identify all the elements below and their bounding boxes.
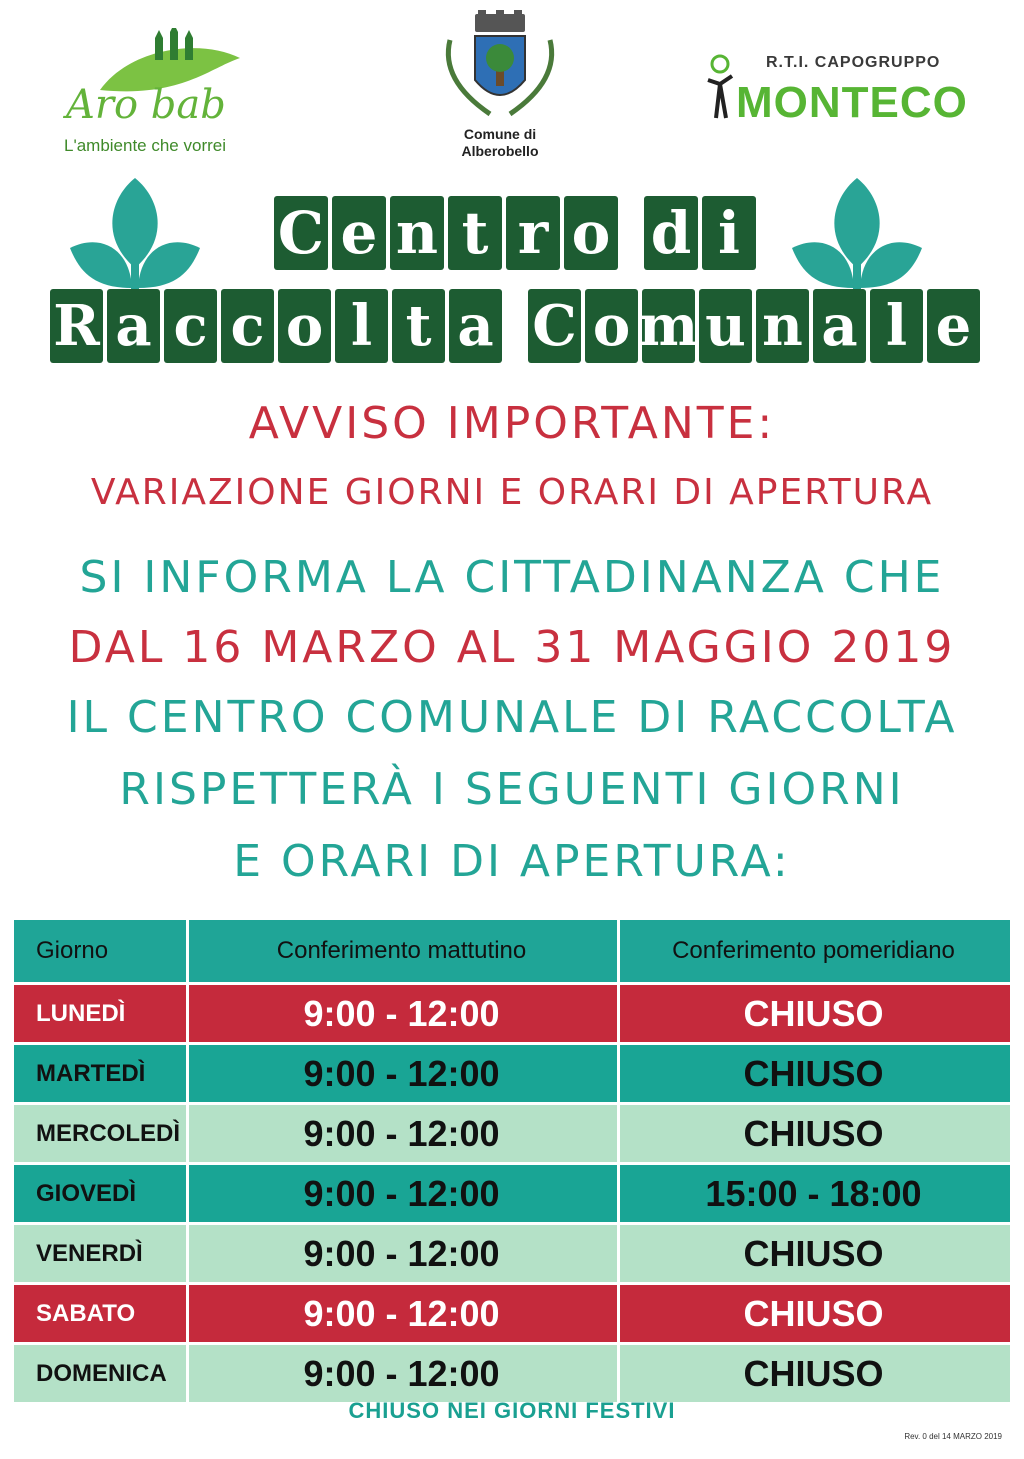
title-line-1	[274, 196, 756, 270]
title-tile: r	[506, 196, 560, 270]
notice-line-2: DAL 16 MARZO AL 31 MAGGIO 2019	[68, 622, 956, 673]
notice-heading: AVVISO IMPORTANTE:	[248, 398, 776, 449]
title-tile: c	[221, 289, 274, 363]
notice-line-4: RISPETTERÀ I SEGUENTI GIORNI	[119, 764, 905, 815]
schedule-table	[14, 920, 1010, 1402]
arobab-logo	[60, 28, 250, 158]
comune-name-line1: Comune di	[463, 126, 537, 142]
monteco-logo-text: MONTECO	[736, 78, 968, 127]
title-tile: n	[756, 289, 809, 363]
afternoon-cell: CHIUSO	[743, 1292, 884, 1334]
morning-cell: 9:00 - 12:00	[303, 992, 500, 1034]
title-tile: c	[164, 289, 217, 363]
arobab-logo-text: Aro bab	[66, 82, 226, 128]
table-header-row	[14, 920, 1010, 982]
title-tile: o	[585, 289, 638, 363]
title-tile: u	[699, 289, 752, 363]
notice-line-5: E ORARI DI APERTURA:	[233, 836, 791, 887]
title-tile: e	[927, 289, 980, 363]
title-tile: C	[274, 196, 328, 270]
morning-cell: 9:00 - 12:00	[303, 1292, 500, 1334]
revision-note: Rev. 0 del 14 MARZO 2019	[904, 1432, 1002, 1441]
notice-subheading: VARIAZIONE GIORNI E ORARI DI APERTURA	[90, 472, 934, 513]
table-row	[14, 1165, 1010, 1222]
day-cell: MARTEDÌ	[36, 1059, 146, 1087]
afternoon-cell: CHIUSO	[743, 1052, 884, 1094]
title-tile: a	[449, 289, 502, 363]
day-cell: VENERDÌ	[36, 1239, 143, 1267]
morning-cell: 9:00 - 12:00	[303, 1352, 500, 1394]
table-row	[14, 985, 1010, 1042]
afternoon-cell: CHIUSO	[743, 992, 884, 1034]
title-tile: l	[335, 289, 388, 363]
table-row	[14, 1285, 1010, 1342]
day-cell: LUNEDÌ	[36, 999, 126, 1027]
arobab-tagline: L'ambiente che vorrei	[64, 136, 226, 155]
afternoon-cell: CHIUSO	[743, 1112, 884, 1154]
afternoon-cell: 15:00 - 18:00	[705, 1172, 922, 1214]
closed-holidays-note: CHIUSO NEI GIORNI FESTIVI	[348, 1398, 676, 1423]
day-cell: GIOVEDÌ	[36, 1179, 137, 1207]
morning-cell: 9:00 - 12:00	[303, 1172, 500, 1214]
comune-name-line2: Alberobello	[461, 143, 539, 159]
comune-crest	[430, 10, 570, 170]
title-tile: e	[332, 196, 386, 270]
title-tile: t	[392, 289, 445, 363]
title-tile: R	[50, 289, 103, 363]
day-cell: DOMENICA	[36, 1359, 167, 1387]
morning-cell: 9:00 - 12:00	[303, 1112, 500, 1154]
coat-of-arms-icon	[430, 10, 570, 120]
table-row	[14, 1225, 1010, 1282]
header-afternoon: Conferimento pomeridiano	[672, 937, 955, 964]
title-tile: a	[813, 289, 866, 363]
notice-line-3: IL CENTRO COMUNALE DI RACCOLTA	[66, 692, 958, 743]
header-morning: Conferimento mattutino	[276, 937, 527, 964]
title-tile: a	[107, 289, 160, 363]
title-tile: d	[644, 196, 698, 270]
title-tile: C	[528, 289, 581, 363]
table-row	[14, 1105, 1010, 1162]
notice-line-1: SI INFORMA LA CITTADINANZA CHE	[79, 552, 945, 603]
title-tile: n	[390, 196, 444, 270]
morning-cell: 9:00 - 12:00	[303, 1052, 500, 1094]
header-day: Giorno	[36, 937, 109, 964]
title-tile: t	[448, 196, 502, 270]
morning-cell: 9:00 - 12:00	[303, 1232, 500, 1274]
title-tile: o	[278, 289, 331, 363]
afternoon-cell: CHIUSO	[743, 1232, 884, 1274]
title-tile: o	[564, 196, 618, 270]
table-row	[14, 1045, 1010, 1102]
monteco-logo	[700, 48, 990, 128]
rti-label: R.T.I. CAPOGRUPPO	[766, 54, 941, 71]
title-tile: l	[870, 289, 923, 363]
title-tile: i	[702, 196, 756, 270]
afternoon-cell: CHIUSO	[743, 1352, 884, 1394]
day-cell: MERCOLEDÌ	[36, 1119, 180, 1147]
title-tile: m	[642, 289, 695, 363]
title-line-2	[50, 289, 980, 363]
day-cell: SABATO	[36, 1299, 136, 1327]
table-row	[14, 1345, 1010, 1402]
